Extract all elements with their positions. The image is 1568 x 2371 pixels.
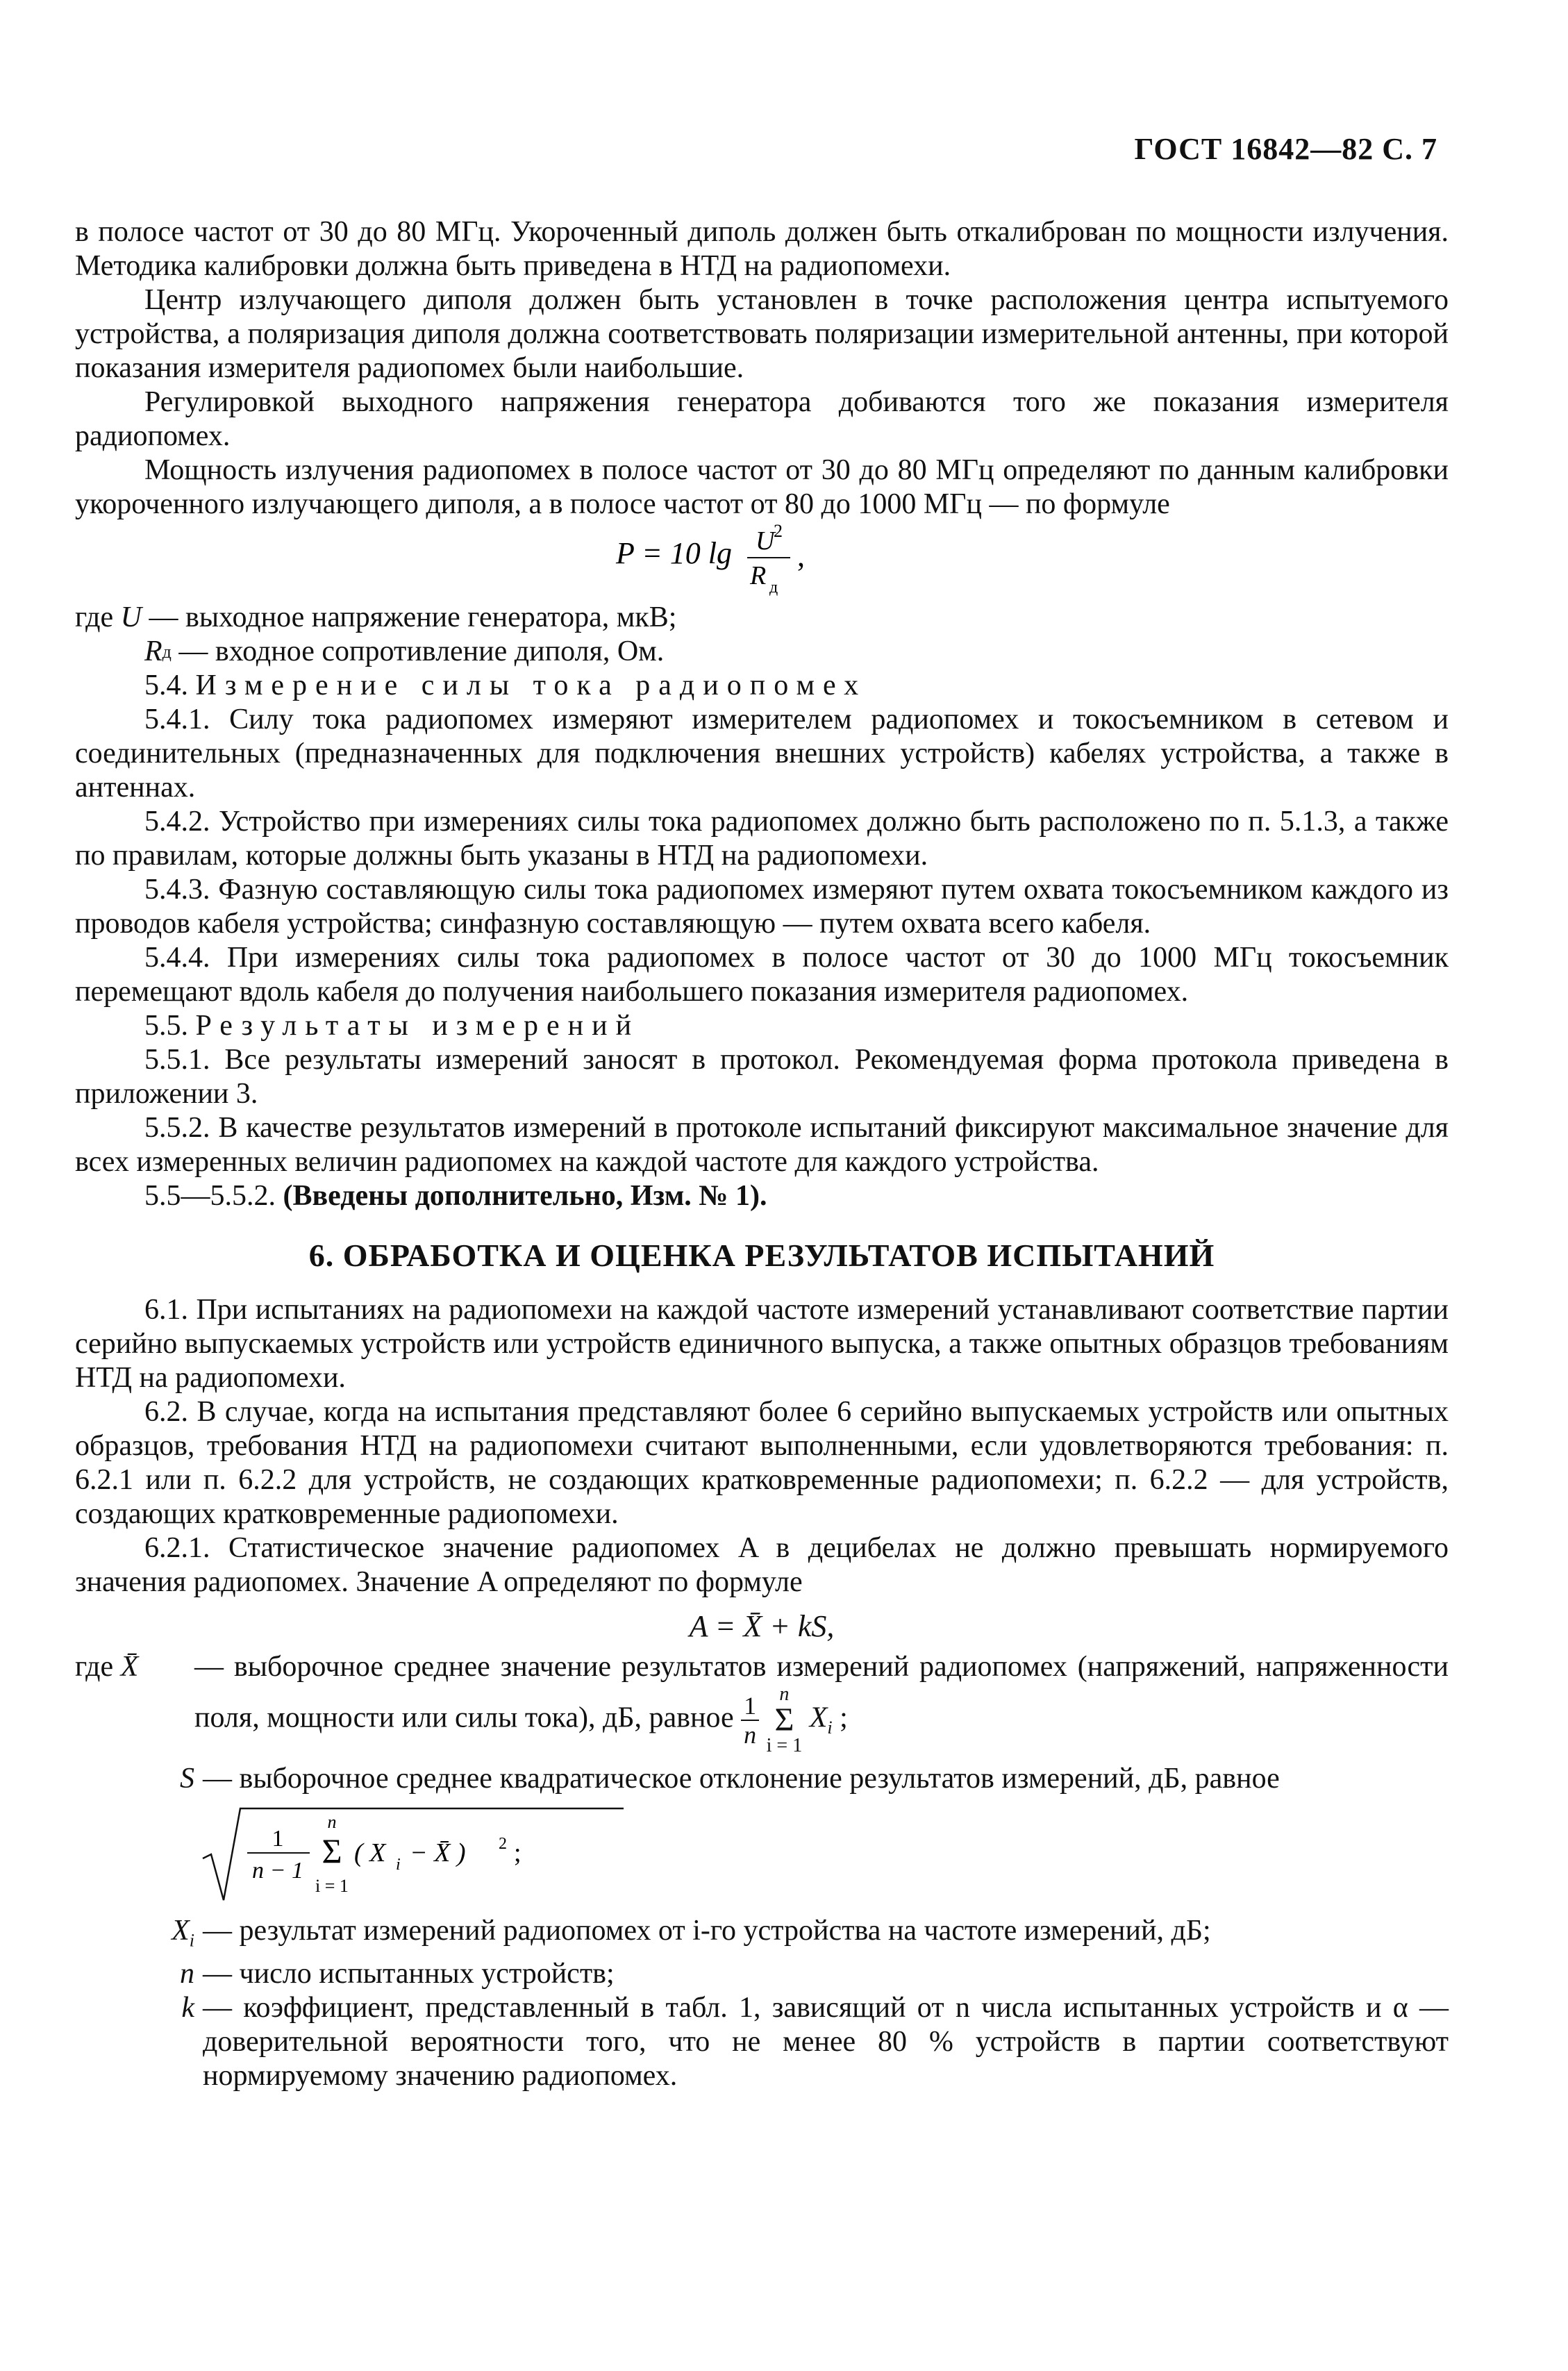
sqrt-frac-num: 1 (272, 1826, 284, 1852)
paragraph: Мощность излучения радиопомех в полосе частот от 30 до 80 МГц определяют по данным калибровки укороченного излучающего диполя, а в полосе частот от 80 до 1000 МГц — по формуле (75, 454, 1449, 520)
fraction-denominator: n (744, 1721, 757, 1749)
subsection-heading (75, 669, 1449, 703)
def-desc: — коэффициент, представленный в табл. 1, зависящий от n числа испытанных устройств и α — доверительной вероятности того, что не менее 80 % устройств в партии соответствуют нормируемому значению радиопомех. (203, 1992, 1449, 2093)
mean-fraction (741, 1692, 759, 1749)
paragraph: 6.2. В случае, когда на испытания представляют более 6 серийно выпускаемых устройств или опытных образцов, требования НТД на радиопомехи считают выполненными, если удовлетворяются требования: п. 6.2.1 или п. 6.2.2 для устройств, не создающих кратковременные радиопомехи; п. 6.2.2 — для устройств, создающих кратковременные радиопомехи. (75, 1396, 1449, 1530)
def-desc: — входное сопротивление диполя, Ом. (178, 635, 665, 667)
def-term-cell (75, 1650, 194, 1756)
sum-sign: Σ (774, 1702, 794, 1738)
amendment-note (75, 1179, 1449, 1213)
definitions-1 (75, 601, 1449, 669)
power-formula (75, 522, 1449, 597)
subsection-number: 5.4. (144, 669, 188, 701)
def-term: S (180, 1763, 194, 1795)
definitions-2 (75, 1650, 1449, 2093)
def-desc: — выборочное среднее квадратическое отклонение результатов измерений, дБ, равное (203, 1763, 1280, 1795)
subsection-number: 5.5. (144, 1010, 188, 1042)
sqrt-tail: ; (514, 1838, 522, 1867)
amendment-text: (Введены дополнительно, Изм. № 1). (283, 1180, 767, 1212)
power-formula-svg (75, 522, 1449, 597)
def-term-cell (75, 1762, 203, 1796)
sum-lower: i = 1 (315, 1876, 349, 1896)
sum-upper: n (779, 1683, 790, 1705)
def-desc-cell (203, 1914, 1449, 1957)
sum-expression: X (809, 1702, 828, 1734)
def-desc-text: — выборочное среднее значение результатов измерений радиопомех (напряжений, напряженности поля, мощности или силы тока), дБ, равное (194, 1651, 1449, 1734)
sqrt-expression-mid: − X̄ ) (410, 1838, 466, 1867)
def-desc-cell (203, 1762, 1449, 1796)
def-term: X (172, 1915, 190, 1947)
definition-row-n (75, 1957, 1449, 1991)
sum-lower: i = 1 (766, 1735, 803, 1756)
paragraph: 5.4.1. Силу тока радиопомех измеряют измерителем радиопомех и токосъемником в сетевом и соединительных (предназначенных для подключения внешних устройств) кабелях устройства, а также в антеннах. (75, 704, 1449, 804)
paragraph: 6.2.1. Статистическое значение радиопомех A в децибелах не должно превышать нормируемого значения радиопомех. Значение A определяют по формуле (75, 1532, 1449, 1598)
def-term: X̄ (120, 1651, 139, 1683)
def-prefix: где (75, 601, 114, 633)
formula-lhs: P = 10 lg (616, 536, 732, 570)
definition-row (75, 601, 1449, 635)
definition-row-xbar (75, 1650, 1449, 1756)
sum-expression-sub: i (827, 1717, 833, 1738)
def-term-cell (75, 1991, 203, 2093)
sum-upper: n (327, 1812, 337, 1832)
def-prefix: где (75, 1651, 114, 1683)
fraction-numerator: 1 (741, 1692, 759, 1721)
paragraph: 5.5.1. Все результаты измерений заносят в протокол. Рекомендуемая форма протокола приведена в приложении 3. (75, 1044, 1449, 1110)
def-desc-cell (203, 1991, 1449, 2093)
subsection-title: Результаты измерений (195, 1010, 640, 1042)
statistic-formula: A = X̄ + kS, (689, 1609, 835, 1643)
def-term-cell (75, 1914, 203, 1957)
sqrt-expression: ( X (354, 1838, 386, 1867)
paragraph: Центр излучающего диполя должен быть установлен в точке расположения центра испытуемого устройства, а поляризация диполя должна соответствовать поляризации измерительной антенны, при которой показания измерителя радиопомех были наибольшие. (75, 284, 1449, 384)
def-term-sub: i (189, 1930, 194, 1951)
def-desc-cell (203, 1957, 1449, 1991)
amendment-range: 5.5—5.5.2. (144, 1180, 276, 1212)
sqrt-formula-svg (200, 1803, 631, 1907)
sqrt-formula (200, 1803, 1449, 1907)
paragraph: в полосе частот от 30 до 80 МГц. Укороченный диполь должен быть откалиброван по мощности излучения. Методика калибровки должна быть приведена в НТД на радиопомехи. (75, 216, 1449, 282)
def-desc: — результат измерений радиопомех от i-го устройства на частоте измерений, дБ; (203, 1915, 1211, 1947)
definition-row-s (75, 1762, 1449, 1796)
formula-tail: , (797, 539, 805, 573)
formula-den: R (750, 561, 767, 590)
formula-num: U (756, 526, 775, 556)
paragraph: Регулировкой выходного напряжения генератора добиваются того же показания измерителя радиопомех. (75, 386, 1449, 452)
sqrt-frac-den: n − 1 (252, 1858, 303, 1883)
def-term: k (181, 1992, 194, 2024)
def-desc: — выходное напряжение генератора, мкВ; (149, 601, 677, 633)
paragraph: 5.4.4. При измерениях силы тока радиопомех в полосе частот от 30 до 1000 МГц токосъемник перемещают вдоль кабеля до получения наибольшего показания измерителя радиопомех. (75, 942, 1449, 1008)
summation (767, 1684, 803, 1756)
paragraph: 6.1. При испытаниях на радиопомехи на каждой частоте измерений устанавливают соответствие партии серийно выпускаемых устройств или устройств единичного выпуска, а также опытных образцов требованиям НТД на радиопомехи. (75, 1294, 1449, 1394)
subsection-title: Измерение силы тока радиопомех (195, 669, 867, 701)
def-tail: ; (840, 1702, 848, 1734)
def-term: U (120, 601, 142, 633)
paragraph: 5.4.2. Устройство при измерениях силы тока радиопомех должно быть расположено по п. 5.1.3, а также по правилам, которые должны быть указаны в НТД на радиопомехи. (75, 806, 1449, 872)
text-column (75, 215, 1449, 2093)
def-term-cell (75, 1957, 203, 1991)
definition-row (75, 635, 1449, 669)
def-desc-cell (194, 1650, 1449, 1756)
sqrt-expression-sup: 2 (499, 1835, 507, 1853)
def-desc: — число испытанных устройств; (203, 1958, 615, 1990)
sqrt-expression-sub: i (396, 1856, 401, 1874)
def-term: R (144, 635, 162, 667)
section-title: 6. ОБРАБОТКА И ОЦЕНКА РЕЗУЛЬТАТОВ ИСПЫТАНИЙ (308, 1238, 1215, 1273)
subsection-heading (75, 1009, 1449, 1043)
formula-den-sub: д (769, 579, 778, 597)
paragraph: 5.5.2. В качестве результатов измерений в протоколе испытаний фиксируют максимальное значение для всех измеренных величин радиопомех на каждой частоте для каждого устройства. (75, 1112, 1449, 1178)
page-header: ГОСТ 16842—82 С. 7 (1134, 132, 1437, 166)
definition-row-xi (75, 1914, 1449, 1957)
paragraph: 5.4.3. Фазную составляющую силы тока радиопомех измеряют путем охвата токосъемником каждого из проводов кабеля устройства; синфазную составляющую — путем охвата всего кабеля. (75, 874, 1449, 940)
def-desc (194, 1650, 1449, 1756)
sum-sign: Σ (322, 1831, 342, 1870)
def-term: n (180, 1958, 194, 1990)
def-term-sub: д (162, 642, 172, 662)
formula-num-sup: 2 (774, 522, 783, 541)
definition-row-k (75, 1991, 1449, 2093)
